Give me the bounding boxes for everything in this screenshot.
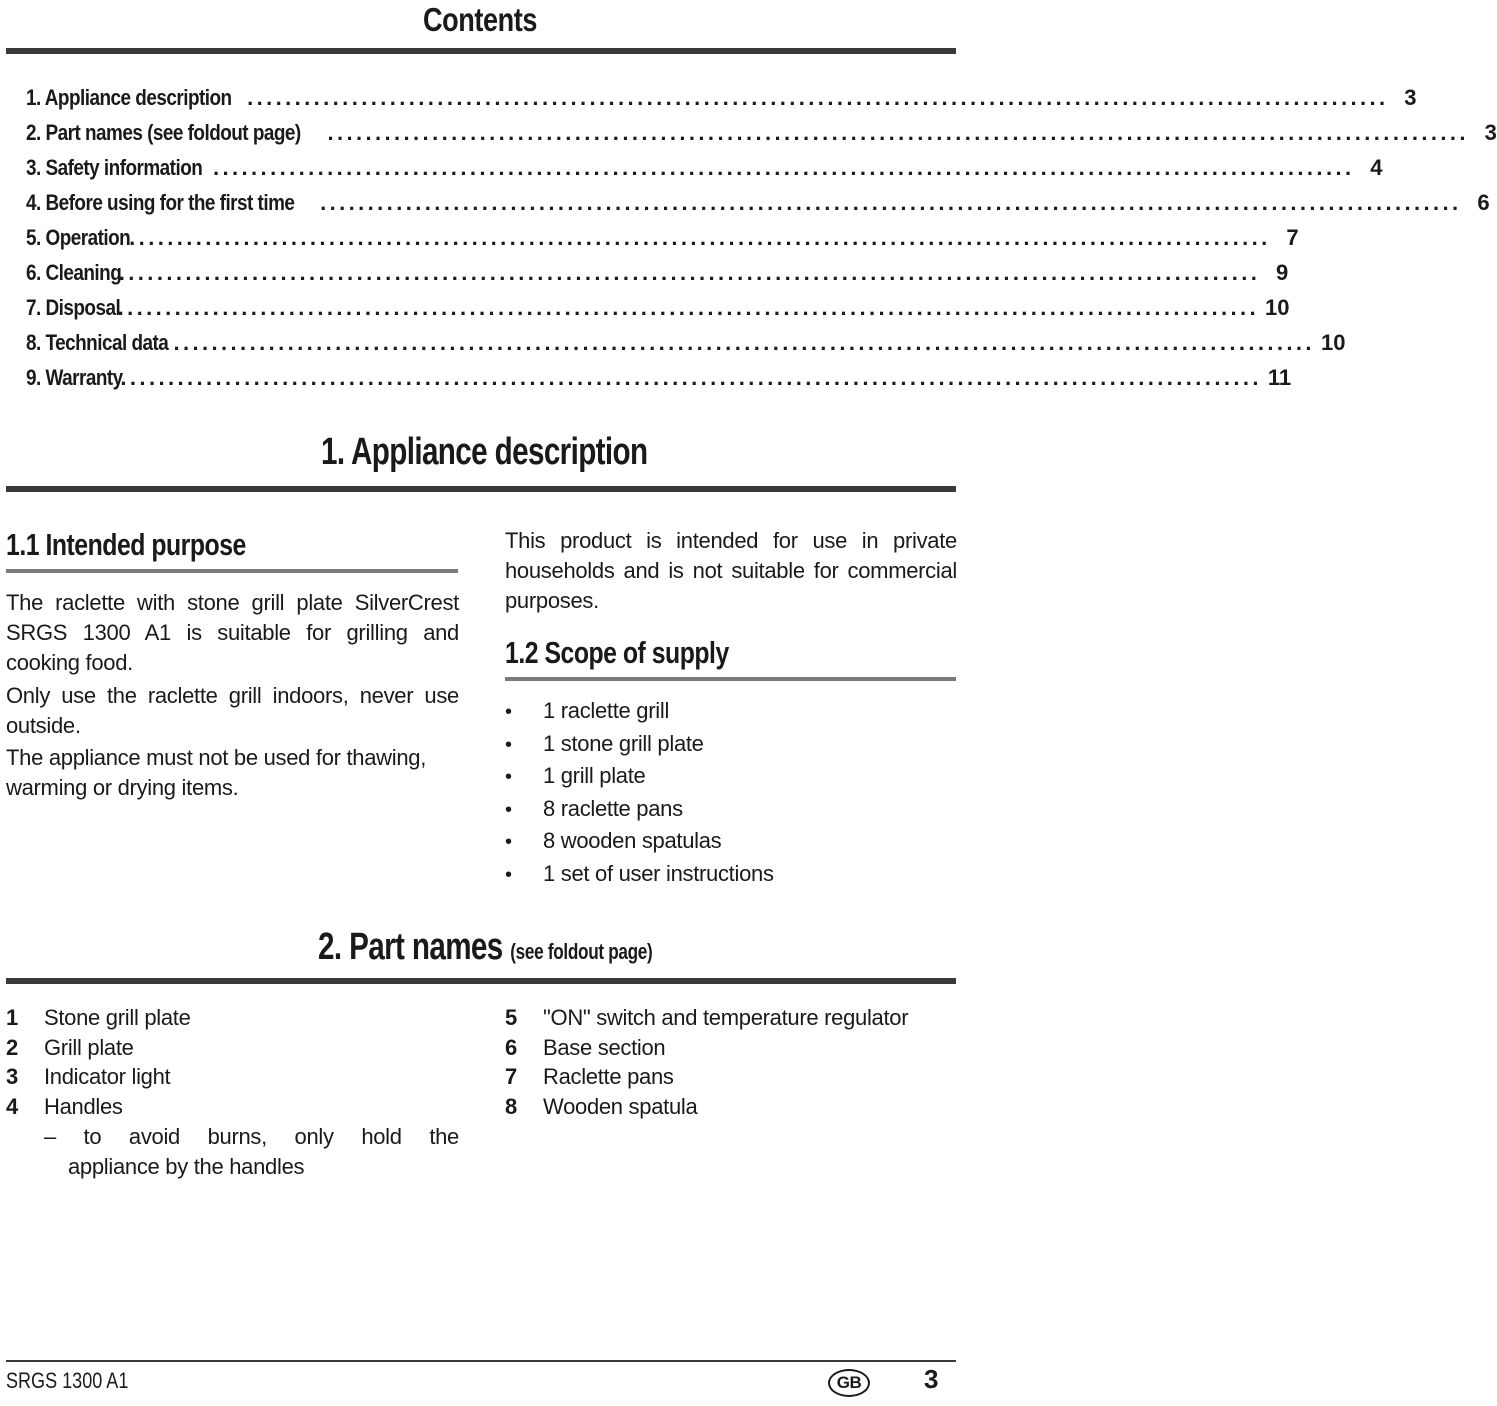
- section-1-rule: [6, 486, 956, 492]
- list-item-text: 1 set of user instructions: [543, 860, 774, 886]
- bullet-icon: •: [505, 798, 512, 821]
- toc-leader: ........................................................................................................................: [118, 260, 1261, 285]
- toc-leader: ........................................................................................................................: [247, 85, 1389, 110]
- language-badge: GB: [828, 1369, 870, 1397]
- part-number: 6: [505, 1034, 517, 1060]
- list-item-text: 8 raclette pans: [543, 795, 683, 821]
- contents-rule: [6, 48, 956, 54]
- part-number: 1: [6, 1005, 18, 1030]
- scope-of-supply-rule: [505, 677, 956, 681]
- intended-purpose-paragraph-4: This product is intended for use in private households and is not suitable for commercial purposes.: [505, 528, 957, 613]
- part-name: Wooden spatula: [543, 1094, 698, 1120]
- toc-entry[interactable]: [26, 185, 1490, 220]
- toc-entry-page: 3: [1484, 120, 1497, 145]
- toc-leader: ........................................................................................................................: [327, 120, 1469, 145]
- handles-note-line-2: appliance by the handles: [68, 1154, 305, 1179]
- bullet-icon: •: [505, 863, 512, 886]
- bullet-icon: •: [505, 733, 512, 756]
- part-number: 3: [6, 1064, 18, 1090]
- bullet-icon: •: [505, 766, 512, 788]
- toc-entry[interactable]: [26, 220, 1299, 255]
- toc-entry-label: 2. Part names (see foldout page): [26, 120, 301, 145]
- toc-entry[interactable]: [26, 290, 1290, 325]
- toc-entry-page: 7: [1286, 225, 1299, 250]
- part-name: "ON" switch and temperature regulator: [543, 1005, 909, 1030]
- intended-purpose-paragraph-2: Only use the raclette grill indoors, never use outside.: [6, 683, 459, 738]
- toc-entry[interactable]: [26, 80, 1417, 115]
- toc-entry-label: 9. Warranty: [26, 365, 123, 390]
- intended-purpose-rule: [6, 569, 458, 573]
- part-item: [505, 1003, 908, 1033]
- part-names-right: [505, 1003, 908, 1122]
- toc-entry-label: 4. Before using for the first time: [26, 190, 295, 215]
- part-item: [6, 1092, 191, 1122]
- table-of-contents: [26, 80, 1497, 395]
- intended-purpose-heading: 1.1 Intended purpose: [6, 527, 246, 562]
- list-item: [505, 695, 774, 728]
- toc-entry-page: 6: [1477, 190, 1490, 215]
- section-2-title-text: 2. Part names: [318, 926, 503, 968]
- toc-entry[interactable]: [26, 255, 1289, 290]
- toc-leader: ........................................................................................................................: [173, 330, 1315, 355]
- toc-entry-page: 9: [1276, 260, 1289, 285]
- part-item: [505, 1033, 908, 1063]
- bullet-icon: •: [505, 701, 512, 723]
- part-number: 8: [505, 1094, 517, 1120]
- toc-entry-label: 6. Cleaning: [26, 260, 122, 285]
- toc-entry[interactable]: [26, 115, 1497, 150]
- part-item: [505, 1092, 908, 1122]
- list-item: [505, 825, 774, 858]
- toc-entry[interactable]: [26, 150, 1383, 185]
- toc-entry[interactable]: [26, 360, 1292, 395]
- part-names-left: [6, 1003, 191, 1122]
- section-2-title: [318, 922, 652, 977]
- part-number: 5: [505, 1005, 517, 1030]
- toc-entry-page: 4: [1370, 155, 1383, 180]
- part-item: [505, 1062, 908, 1092]
- section-2-rule: [6, 978, 956, 984]
- toc-entry-label: 8. Technical data: [26, 330, 169, 355]
- intended-purpose-paragraph-1: The raclette with stone grill plate SilverCrest SRGS 1300 A1 is suitable for grilling and cooking food.: [6, 590, 459, 675]
- part-item: [6, 1033, 191, 1063]
- toc-entry-label: 1. Appliance description: [26, 85, 232, 110]
- intended-purpose-paragraph-3: The appliance must not be used for thawing, warming or drying items.: [6, 745, 427, 800]
- contents-title: Contents: [423, 1, 537, 38]
- part-name: Indicator light: [44, 1064, 171, 1090]
- bullet-icon: •: [505, 831, 512, 853]
- list-item: [505, 858, 774, 891]
- part-number: 4: [6, 1094, 18, 1120]
- scope-of-supply-list: [505, 695, 774, 890]
- page-number: 3: [924, 1364, 939, 1394]
- footer-rule: [6, 1360, 956, 1362]
- list-item: [505, 793, 774, 826]
- toc-entry-label: 5. Operation: [26, 225, 131, 250]
- toc-leader: ........................................................................................................................: [320, 190, 1462, 215]
- part-name: Grill plate: [44, 1034, 134, 1060]
- list-item-text: 1 stone grill plate: [543, 730, 704, 756]
- list-item: [505, 728, 774, 761]
- part-name: Stone grill plate: [44, 1005, 191, 1030]
- toc-entry-page: 10: [1265, 295, 1290, 320]
- toc-leader: ........................................................................................................................: [213, 155, 1355, 180]
- section-1-title: 1. Appliance description: [321, 431, 648, 473]
- toc-entry-label: 3. Safety information: [26, 155, 203, 180]
- scope-of-supply-heading: 1.2 Scope of supply: [505, 635, 729, 670]
- toc-leader: ........................................................................................................................: [117, 295, 1260, 320]
- toc-entry[interactable]: [26, 325, 1346, 360]
- part-name: Handles: [44, 1094, 123, 1120]
- toc-entry-label: 7. Disposal: [26, 295, 121, 320]
- part-number: 7: [505, 1064, 517, 1090]
- toc-leader: ........................................................................................................................: [129, 225, 1271, 250]
- toc-entry-page: 11: [1267, 365, 1292, 390]
- list-item: [505, 760, 774, 793]
- list-item-text: 1 grill plate: [543, 763, 646, 788]
- footer-model-number: SRGS 1300 A1: [6, 1368, 129, 1393]
- part-item: [6, 1003, 191, 1033]
- toc-entry-page: 10: [1320, 330, 1346, 355]
- list-item-text: 1 raclette grill: [543, 698, 670, 723]
- toc-leader: ........................................................................................................................: [120, 365, 1262, 390]
- handles-note-line-1: – to avoid burns, only hold the: [44, 1124, 459, 1149]
- part-name: Base section: [543, 1034, 666, 1060]
- part-number: 2: [6, 1034, 18, 1060]
- part-name: Raclette pans: [543, 1064, 674, 1090]
- toc-entry-page: 3: [1404, 85, 1417, 110]
- section-2-title-suffix: (see foldout page): [510, 939, 653, 964]
- part-item: [6, 1062, 191, 1092]
- list-item-text: 8 wooden spatulas: [543, 828, 722, 853]
